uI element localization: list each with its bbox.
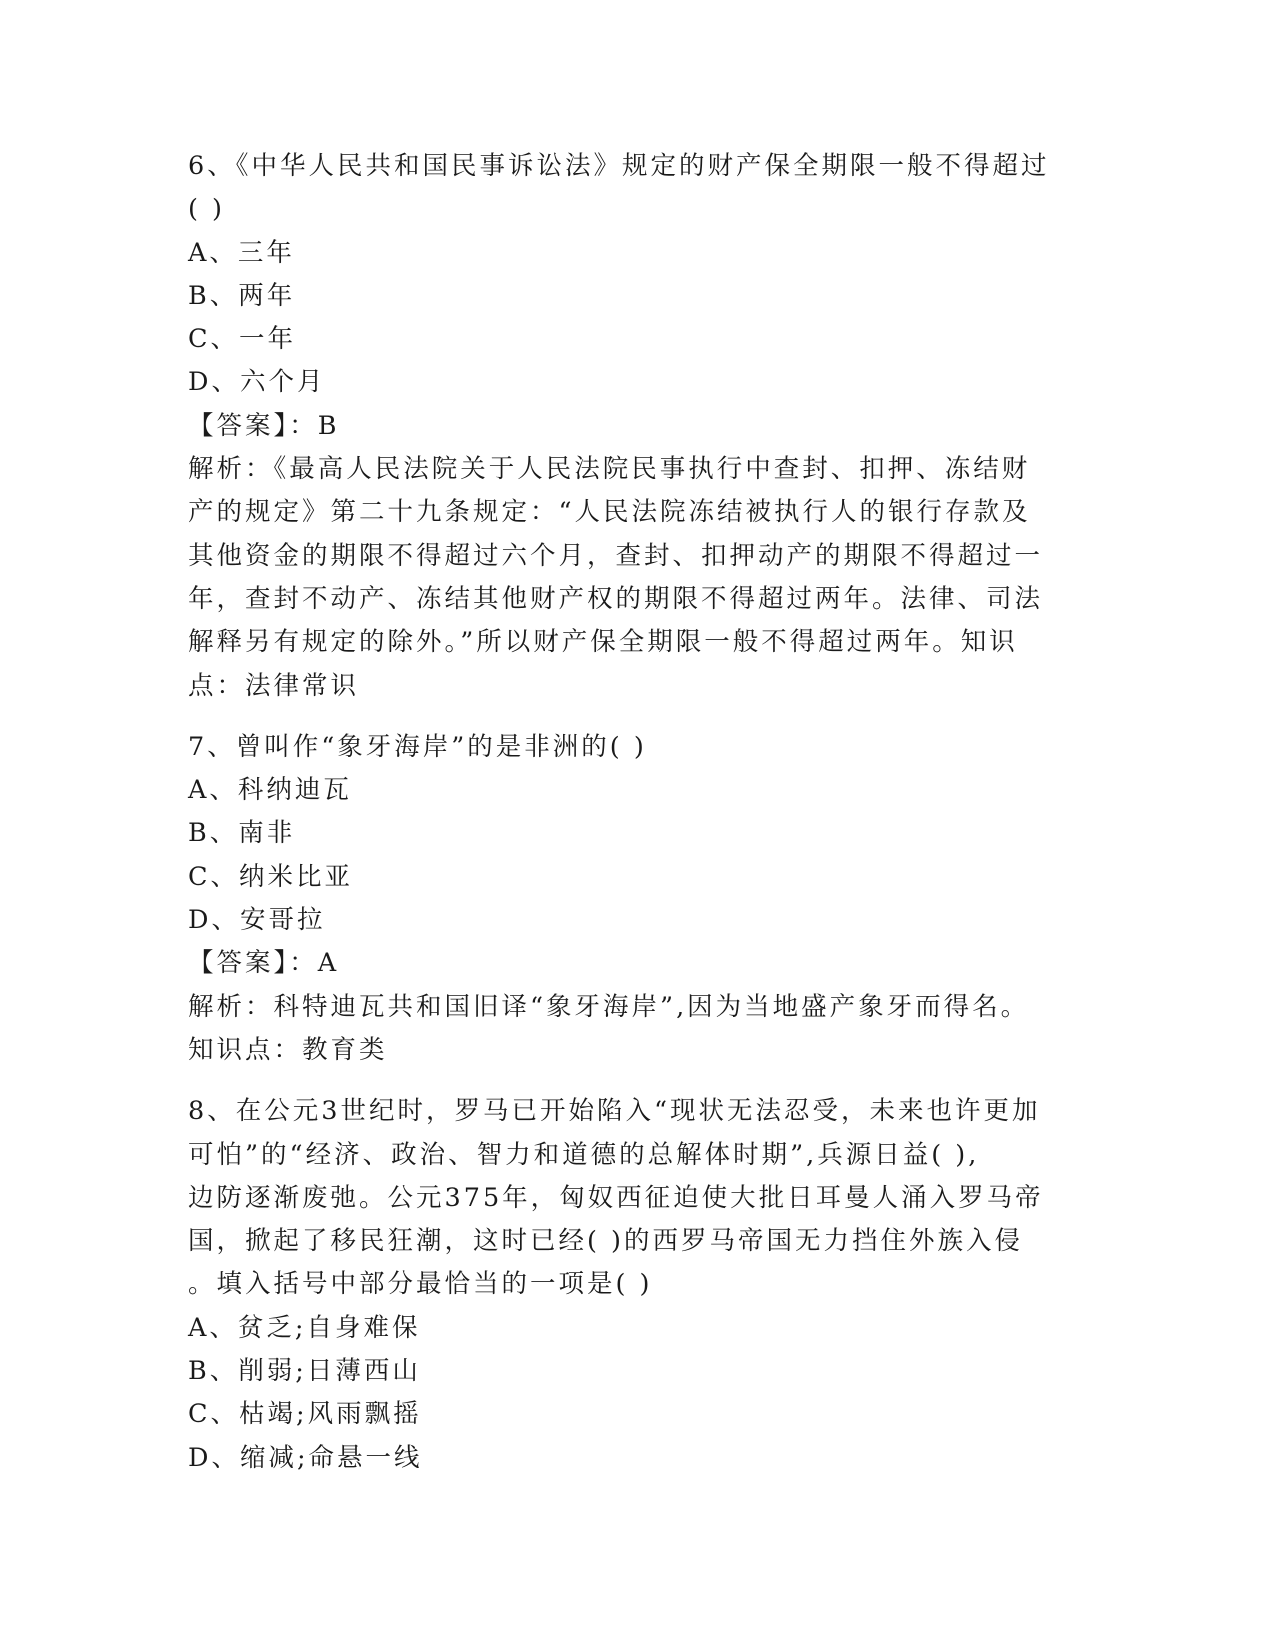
option-a: A、科纳迪瓦 [188, 775, 352, 806]
question-7 [188, 726, 1088, 1072]
option-c: C、枯竭;风雨飘摇 [188, 1399, 422, 1430]
question-stem-line: ( ) [188, 194, 226, 225]
option-b: B、南非 [188, 818, 296, 849]
option-b: B、两年 [188, 280, 296, 311]
analysis-line: 知识点：教育类 [188, 1034, 388, 1065]
question-stem-line: 6、《中华人民共和国民事诉讼法》规定的财产保全期限一般不得超过 [188, 151, 1050, 181]
question-6 [188, 145, 1088, 708]
answer-line: 【答案】：B [188, 410, 340, 441]
analysis-line: 其他资金的期限不得超过六个月，查封、扣押动产的期限不得超过一 [188, 540, 1044, 571]
question-stem-line: 7、曾叫作“象牙海岸”的是非洲的( ) [188, 731, 647, 762]
option-d: D、安哥拉 [188, 905, 326, 936]
answer-line: 【答案】：A [188, 948, 340, 979]
analysis-line: 产的规定》第二十九条规定：“人民法院冻结被执行人的银行存款及 [188, 497, 1031, 528]
question-stem-line: 8、在公元3世纪时，罗马已开始陷入“现状无法忍受，未来也许更加 [188, 1096, 1041, 1127]
option-d: D、六个月 [188, 367, 326, 398]
question-stem-line: 可怕”的“经济、政治、智力和道德的总解体时期”,兵源日益( ), [188, 1139, 980, 1170]
analysis-line: 解析：科特迪瓦共和国旧译“象牙海岸”,因为当地盛产象牙而得名。 [188, 991, 1030, 1022]
option-a: A、贫乏;自身难保 [188, 1312, 421, 1343]
analysis-line: 解释另有规定的除外。”所以财产保全期限一般不得超过两年。知识 [188, 627, 1018, 658]
option-c: C、一年 [188, 324, 297, 355]
option-c: C、纳米比亚 [188, 861, 354, 892]
question-8 [188, 1090, 1088, 1480]
document-page [188, 145, 1088, 1480]
question-stem-line: 。填入括号中部分最恰当的一项是( ) [188, 1269, 653, 1300]
question-stem-line: 国，掀起了移民狂潮，这时已经( )的西罗马帝国无力挡住外族入侵 [188, 1226, 1024, 1257]
question-stem-line: 边防逐渐废弛。公元375年，匈奴西征迫使大批日耳曼人涌入罗马帝 [188, 1182, 1044, 1213]
option-d: D、缩减;命悬一线 [188, 1442, 423, 1473]
analysis-line: 解析：《最高人民法院关于人民法院民事执行中查封、扣押、冻结财 [188, 454, 1031, 485]
option-a: A、三年 [188, 237, 295, 268]
analysis-line: 点：法律常识 [188, 670, 360, 701]
option-b: B、削弱;日薄西山 [188, 1356, 421, 1387]
analysis-line: 年，查封不动产、冻结其他财产权的期限不得超过两年。法律、司法 [188, 583, 1044, 614]
